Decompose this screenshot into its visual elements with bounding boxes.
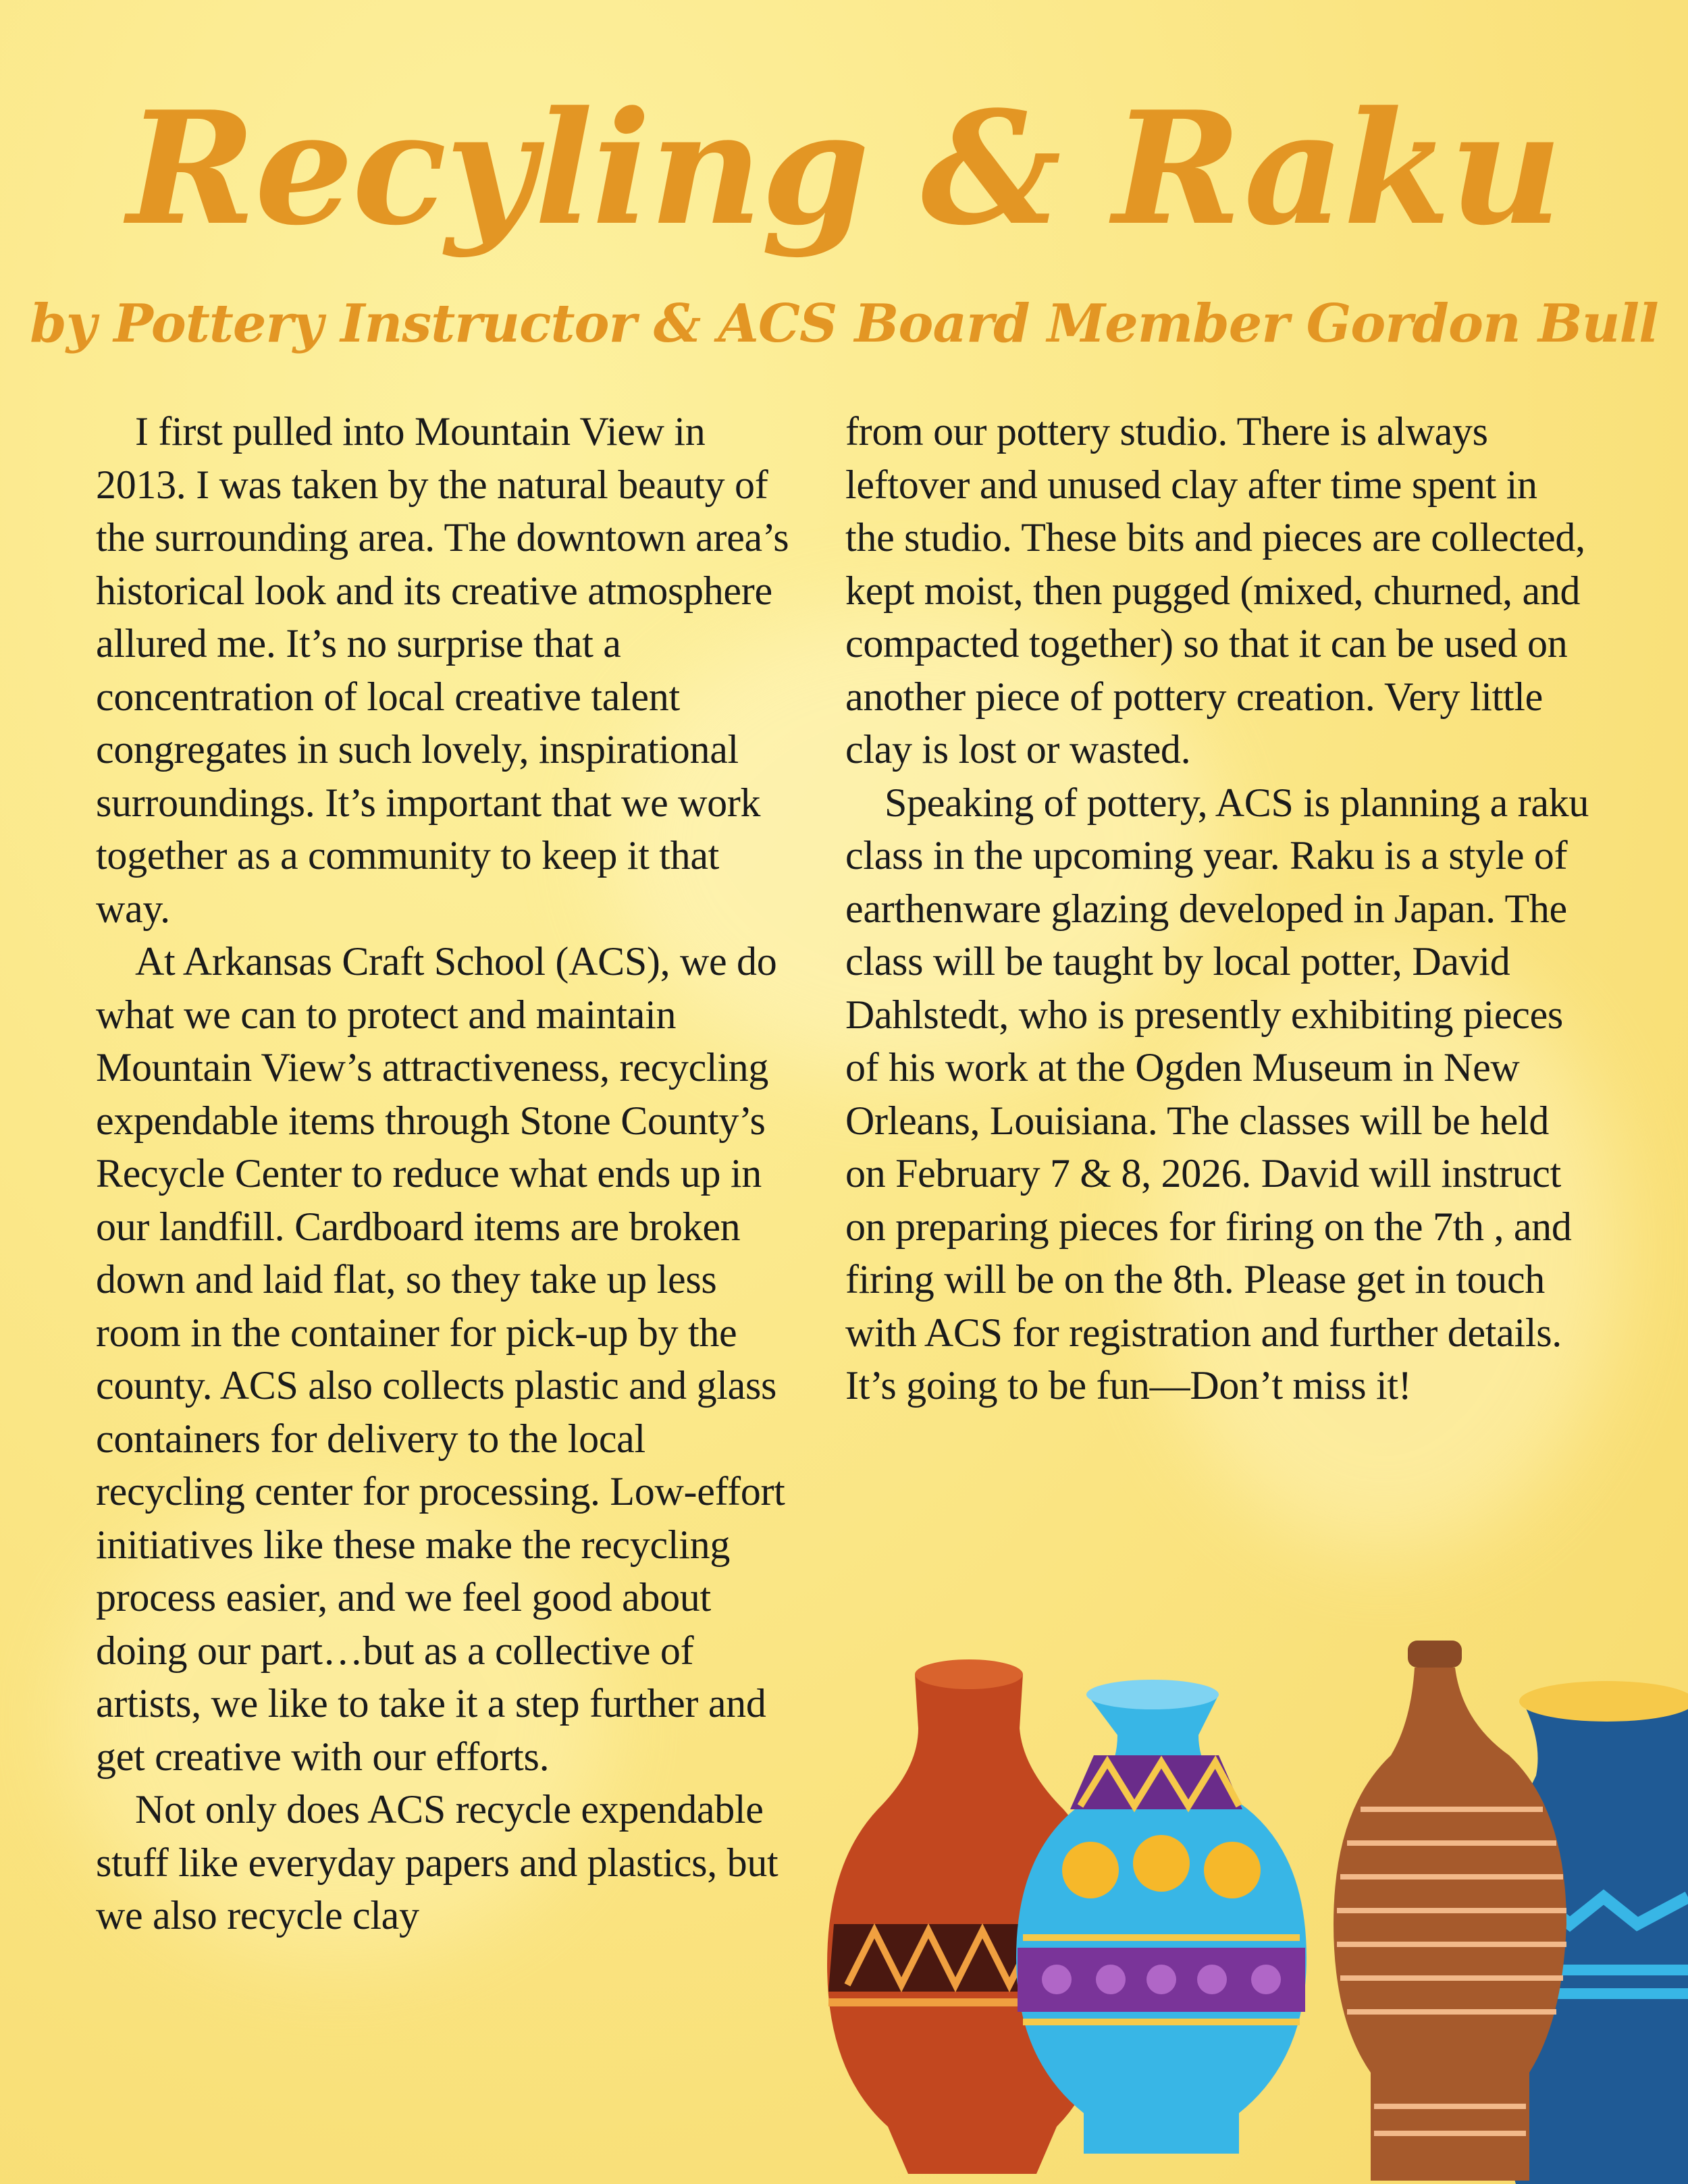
blue-purple-vase-icon [1016,1680,1307,2154]
paragraph: I first pulled into Mountain View in 2013. I was taken by the natural beauty of the surrounding area. The downtown area’s historical look and its creative atmosphere allured me. It’s no surprise that a concentration of local creative talent congregates in such lovely, inspirational surroundings. It’s important that we work together as a community to keep it that way. [96,409,789,931]
paragraph: At Arkansas Craft School (ACS), we do what we can to protect and maintain Mountain View’s attractiveness, recycling expendable items through Stone County’s Recycle Center to reduce what ends up in our landfill. Cardboard items are broken down and laid flat, so they take up less room in the container for pick-up by the county. ACS also collects plastic and glass containers for delivery to the local recycling center for processing. Low-effort initiatives like these make the recycling process easier, and we feel good about doing our part…but as a collective of artists, we like to take it a step further and get creative with our efforts. [96,939,785,1779]
paragraph: Not only does ACS recycle expendable stuff like everyday papers and plastics, but we also recycle clay [96,1787,779,1938]
left-column [96,405,801,1942]
article-byline: by Pottery Instructor & ACS Board Member Gordon Bull [30,293,1658,354]
article-title: Recyling & Raku [127,78,1561,260]
paragraph: Speaking of pottery, ACS is planning a raku class in the upcoming year. Raku is a style of earthenware glazing developed in Japan. The class will be taught by local potter, David Dahlstedt, who is presently exhibiting pieces of his work at the Ogden Museum in New Orleans, Louisiana. The classes will be held on February 7 & 8, 2026. David will instruct on preparing pieces for firing on the 7th , and firing will be on the 8th. Please get in touch with ACS for registration and further details. It’s going to be fun—Don’t miss it! [845,780,1589,1408]
pottery-vases-icon [820,1641,1688,2184]
right-column [845,405,1595,1412]
paragraph-continued: from our pottery studio. There is always leftover and unused clay after time spent in the studio. These bits and pieces are collected, kept moist, then pugged (mixed, churned, and compacted together) so that it can be used on another piece of pottery creation. Very little clay is lost or wasted. [845,409,1585,772]
